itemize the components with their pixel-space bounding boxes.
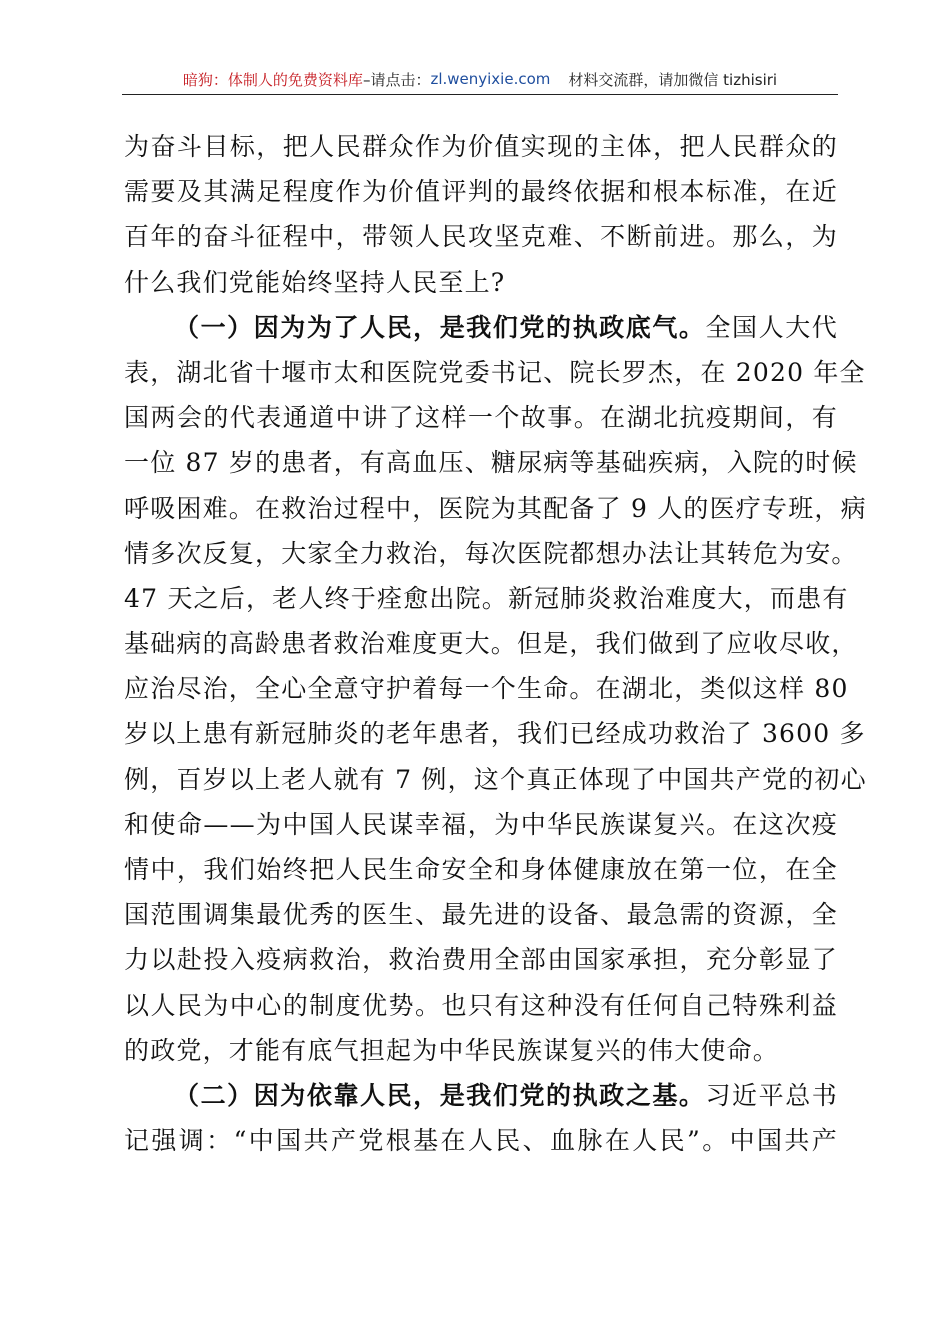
section1-line: 国范围调集最优秀的医生、最先进的设备、最急需的资源，全 bbox=[124, 900, 838, 930]
section1-line: 例，百岁以上老人就有 7 例，这个真正体现了中国共产党的初心 bbox=[124, 764, 867, 794]
header-divider bbox=[122, 94, 838, 95]
intro-line: 什么我们党能始终坚持人民至上? bbox=[124, 267, 506, 297]
intro-line: 百年的奋斗征程中，带领人民攻坚克难、不断前进。那么，为 bbox=[124, 222, 838, 252]
section1-heading: （一）因为为了人民，是我们党的执政底气。 bbox=[174, 312, 706, 342]
section2-heading: （二）因为依靠人民，是我们党的执政之基。 bbox=[174, 1080, 706, 1110]
header-wechat-note: 材料交流群，请加微信 tizhisiri bbox=[568, 70, 778, 89]
section2-first-line bbox=[124, 1073, 838, 1118]
section1-line: 表，湖北省十堰市太和医院党委书记、院长罗杰，在 2020 年全 bbox=[124, 357, 866, 387]
header-click-prompt: –请点击： bbox=[362, 70, 431, 89]
section1-line: 应治尽治，全心全意守护着每一个生命。在湖北，类似这样 80 bbox=[124, 674, 849, 704]
section1-line: 力以赴投入疫病救治，救治费用全部由国家承担，充分彰显了 bbox=[124, 945, 838, 975]
section1-line: 情中，我们始终把人民生命安全和身体健康放在第一位，在全 bbox=[124, 855, 838, 884]
section1-first-line-text: 全国人大代 bbox=[705, 312, 838, 342]
section1-line: 呼吸困难。在救治过程中，医院为其配备了 9 人的医疗专班，病 bbox=[124, 493, 867, 523]
section1-line: 情多次反复，大家全力救治，每次医院都想办法让其转危为安。 bbox=[124, 538, 858, 568]
section1-line: 岁以上患有新冠肺炎的老年患者，我们已经成功救治了 3600 多 bbox=[124, 719, 866, 749]
section1-line: 47 天之后，老人终于痊愈出院。新冠肺炎救治难度大，而患有 bbox=[124, 583, 849, 613]
section2-first-line-text: 习近平总书 bbox=[705, 1080, 838, 1110]
document-body bbox=[124, 124, 867, 1163]
section1-line: 基础病的高龄患者救治难度更大。但是，我们做到了应收尽收， bbox=[124, 629, 858, 659]
intro-line: 需要及其满足程度作为价值评判的最终依据和根本标准，在近 bbox=[124, 177, 838, 207]
header-site-name: 暗狗：体制人的免费资料库 bbox=[182, 70, 363, 89]
page-header bbox=[122, 64, 838, 94]
section2-line: 记强调：“中国共产党根基在人民、血脉在人民”。中国共产 bbox=[124, 1126, 838, 1156]
intro-line: 为奋斗目标，把人民群众作为价值实现的主体，把人民群众的 bbox=[124, 132, 838, 161]
section1-line: 和使命——为中国人民谋幸福，为中华民族谋复兴。在这次疫 bbox=[124, 809, 838, 839]
header-url-link[interactable]: zl.wenyixie.com bbox=[430, 70, 551, 88]
section1-line: 以人民为中心的制度优势。也只有这种没有任何自己特殊利益 bbox=[124, 990, 838, 1020]
section1-line: 国两会的代表通道中讲了这样一个故事。在湖北抗疫期间，有 bbox=[124, 403, 838, 433]
section1-line: 的政党，才能有底气担起为中华民族谋复兴的伟大使命。 bbox=[124, 1035, 780, 1065]
section1-line: 一位 87 岁的患者，有高血压、糖尿病等基础疾病，入院的时候 bbox=[124, 448, 858, 478]
section1-first-line bbox=[124, 305, 838, 350]
